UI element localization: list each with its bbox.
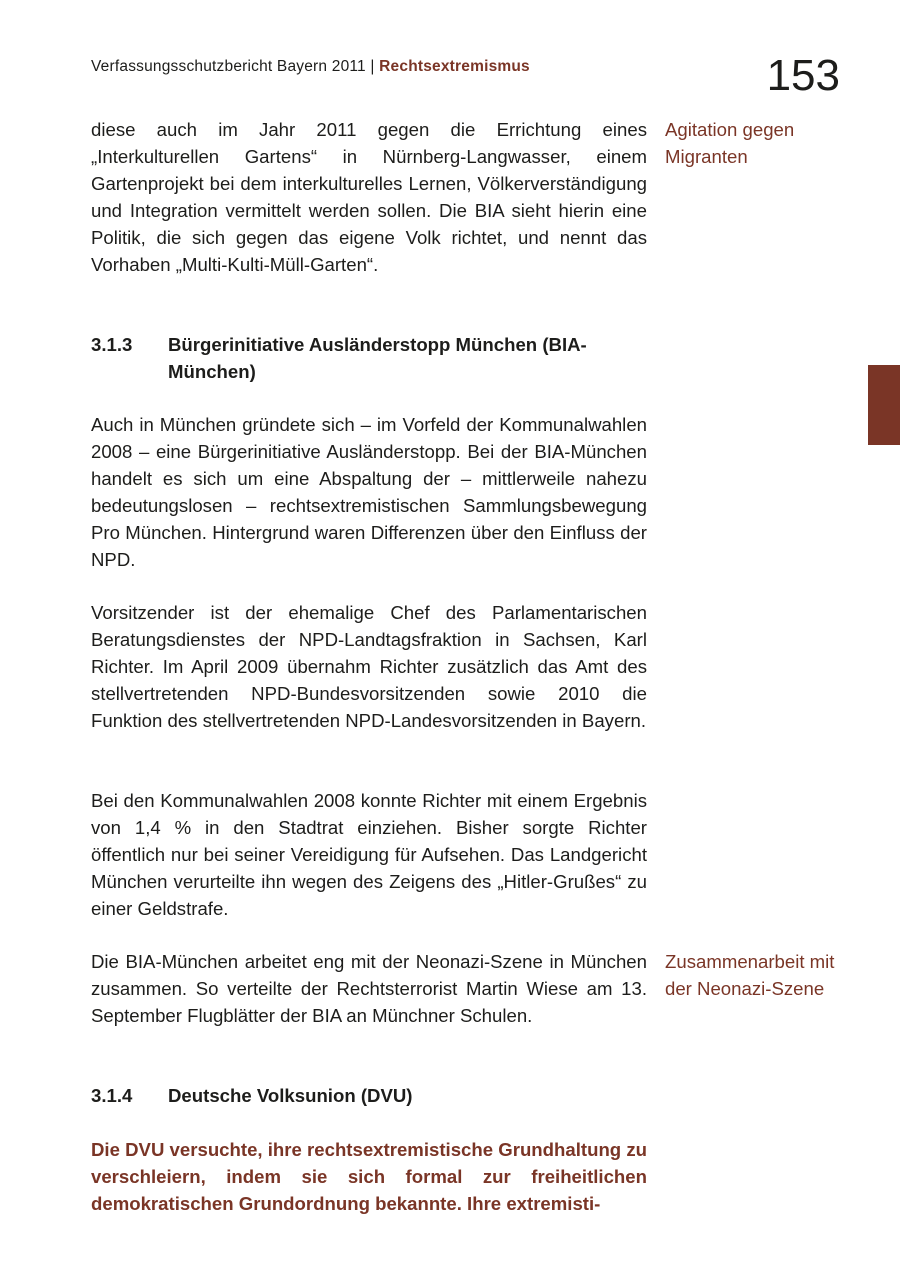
paragraph-2: Auch in München gründete sich – im Vorfeld der Kommunalwahlen 2008 – eine Bürgerinitiative Ausländerstopp. Bei der BIA-München handelt es sich um eine Abspaltung der – mittlerweile nahezu bedeutungslosen – rechtsextremistischen Sammlungsbewegung Pro München. Hintergrund waren Differenzen über den Einfluss der NPD. xyxy=(91,414,647,570)
running-header xyxy=(91,58,530,76)
paragraph-5: Die BIA-München arbeitet eng mit der Neonazi-Szene in München zusammen. So verteilte der Rechtsterrorist Martin Wiese am 13. September Flugblätter der BIA an Münchner Schulen. xyxy=(91,951,647,1026)
heading-3-1-3 xyxy=(91,331,651,385)
document-title: Verfassungsschutzbericht Bayern 2011 xyxy=(91,58,366,75)
page-number: 153 xyxy=(766,51,840,100)
paragraph-6-lead: Die DVU versuchte, ihre rechtsextremistische Grundhaltung zu verschleiern, indem sie sich formal zur freiheitlichen demokratischen Grundordnung bekannte. Ihre extremisti- xyxy=(91,1139,647,1214)
section-title: Rechtsextremismus xyxy=(379,58,530,75)
margin-note-agitation: Agitation gegen Migranten xyxy=(665,119,795,167)
chapter-tab-marker xyxy=(868,365,900,445)
heading-title: Deutsche Volksunion (DVU) xyxy=(168,1085,413,1106)
paragraph-1: diese auch im Jahr 2011 gegen die Errichtung eines „Interkulturellen Gartens“ in Nürnberg-Langwasser, einem Gartenprojekt bei dem interkulturelles Lernen, Völkerverständigung und Integration vermittelt werden sollen. Die BIA sieht hierin eine Politik, die sich gegen das eigene Volk richtet, und nennt das Vorhaben „Multi-Kulti-Müll-Garten“. xyxy=(91,119,647,275)
paragraph-3: Vorsitzender ist der ehemalige Chef des Parlamentarischen Beratungsdienstes der NPD-Landtagsfraktion in Sachsen, Karl Richter. Im April 2009 übernahm Richter zusätzlich das Amt des stellvertretenden NPD-Bundesvorsitzenden sowie 2010 die Funktion des stellvertretenden NPD-Landesvorsitzenden in Bayern. xyxy=(91,602,647,731)
header-separator: | xyxy=(370,58,375,75)
heading-3-1-4 xyxy=(91,1082,651,1109)
heading-number: 3.1.3 xyxy=(91,334,133,355)
heading-title: Bürgerinitiative Ausländerstopp München (BIA-München) xyxy=(168,334,587,382)
heading-number: 3.1.4 xyxy=(91,1085,133,1106)
margin-note-zusammenarbeit: Zusammenarbeit mit der Neonazi-Szene xyxy=(665,951,835,999)
paragraph-4: Bei den Kommunalwahlen 2008 konnte Richter mit einem Ergebnis von 1,4 % in den Stadtrat einziehen. Bisher sorgte Richter öffentlich nur bei seiner Vereidigung für Aufsehen. Das Landgericht München verurteilte ihn wegen des Zeigens des „Hitler-Grußes“ zu einer Geldstrafe. xyxy=(91,790,647,919)
